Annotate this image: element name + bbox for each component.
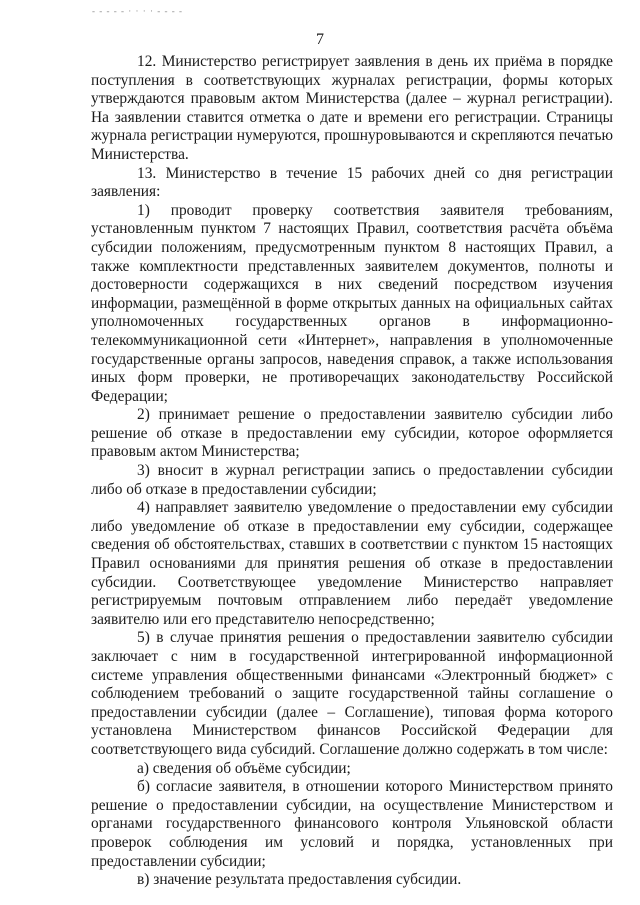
list-item-4: 4) направляет заявителю уведомление о предоставлении ему субсидии либо уведомление об отказе в предоставлении ему субсидии, содержащее сведения об обстоятельствах, ставших в соответствии с пунктом 15 настоящих Правил основаниями для принятия решения об отказе в предоставлении субсидии. Соответствующее уведомление Министерство направляет регистрируемым почтовым отправлением либо передаёт уведомление заявителю или его представителю непосредственно; — [91, 499, 613, 628]
list-item-2: 2) принимает решение о предоставлении заявителю субсидии либо решение об отказе в предоставлении ему субсидии, которое оформляется правовым актом Министерства; — [91, 406, 613, 461]
sub-item-b: б) согласие заявителя, в отношении которого Министерством принято решение о предоставлении субсидии, на осуществление Министерством и органами государственного финансового контроля Ульяновской области проверок соблюдения им условий и порядка, установленных при предоставлении субсидии; — [91, 778, 613, 870]
paragraph-12: 12. Министерство регистрирует заявления в день их приёма в порядке поступления в соответствующих журналах регистрации, формы которых утверждаются правовым актом Министерства (далее – журнал регистрации). На заявлении ставится отметка о дате и времени его регистрации. Страницы журнала регистрации нумеруются, прошнуровываются и скрепляются печатью Министерства. — [91, 53, 613, 163]
page-number: 7 — [316, 31, 324, 48]
list-item-3: 3) вносит в журнал регистрации запись о предоставлении субсидии либо об отказе в предоставлении субсидии; — [91, 462, 613, 498]
list-item-1: 1) проводит проверку соответствия заявителя требованиям, установленным пунктом 7 настоящих Правил, соответствия расчёта объёма субсидии положениям, предусмотренным пунктом 8 настоящих Правил, а также комплектности представленных заявителем документов, полноты и достоверности содержащихся в них сведений посредством изучения информации, размещённой в форме открытых данных на официальных сайтах уполномоченных государственных органов в информационно-телекоммуникационной сети «Интернет», направления в уполномоченные государственные органы запросов, наведения справок, а также использования иных форм проверки, не противоречащих законодательству Российской Федерации; — [91, 201, 613, 405]
document-body — [91, 53, 613, 890]
scan-marks: - - - - - · · · · - - - - — [92, 6, 183, 16]
sub-item-a: а) сведения об объёме субсидии; — [137, 759, 351, 777]
sub-item-v: в) значение результата предоставления субсидии. — [137, 871, 462, 889]
paragraph-13-intro: 13. Министерство в течение 15 рабочих дней со дня регистрации заявления: — [91, 164, 613, 201]
list-item-5: 5) в случае принятия решения о предоставлении заявителю субсидии заключает с ним в государственной интегрированной информационной системе управления общественными финансами «Электронный бюджет» с соблюдением требований о защите государственной тайны соглашение о предоставлении субсидии (далее – Соглашение), типовая форма которого установлена Министерством финансов Российской Федерации для соответствующего вида субсидий. Соглашение должно содержать в том числе: — [91, 629, 613, 758]
